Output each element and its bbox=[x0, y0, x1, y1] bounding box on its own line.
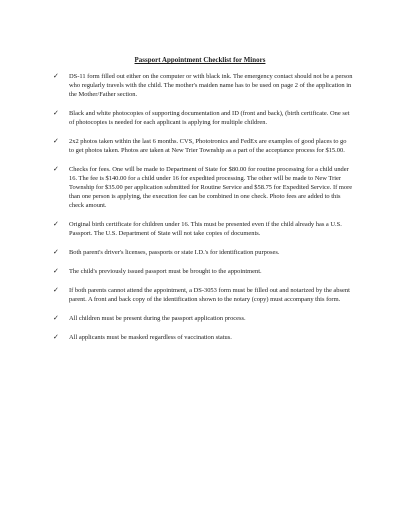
checklist-item-children-present bbox=[53, 314, 353, 323]
checkmark-icon: ✓ bbox=[53, 333, 59, 341]
checklist-item-birth-certificate bbox=[53, 220, 353, 238]
checkmark-icon: ✓ bbox=[53, 220, 59, 228]
checklist-item-text: All applicants must be masked regardless of vaccination status. bbox=[69, 334, 232, 341]
checklist-item-masks bbox=[53, 333, 353, 342]
checklist-item-ds11-form bbox=[53, 72, 353, 99]
checklist bbox=[53, 72, 353, 352]
checklist-item-photocopies bbox=[53, 109, 353, 127]
checklist-item-text: Checks for fees. One will be made to Department of State for $80.00 for routine processing for a child under 16. The fee is $140.00 for a child under 16 for expedited processing. The other will be made to New Trier Township for $35.00 per application submitted for Routine Service and $58.75 for Expedited Service. If more than one person is applying, the execution fee can be combined in one check. Photo fees are added to this check amount. bbox=[69, 166, 353, 209]
checklist-item-ds3053-form bbox=[53, 286, 353, 304]
checklist-item-fees bbox=[53, 165, 353, 210]
checkmark-icon: ✓ bbox=[53, 286, 59, 294]
checklist-item-text: The child's previously issued passport must be brought to the appointment. bbox=[69, 268, 262, 275]
checkmark-icon: ✓ bbox=[53, 109, 59, 117]
checklist-item-text: DS-11 form filled out either on the computer or with black ink. The emergency contact should not be a person who regularly travels with the child. The mother's maiden name has to be used on page 2 of the application in the Mother/Father section. bbox=[69, 73, 353, 98]
checklist-item-text: 2x2 photos taken within the last 6 months. CVS, Phototronics and FedEx are examples of good places to go to get photos taken. Photos are taken at New Trier Township as a part of the acceptance process for $15.00. bbox=[69, 138, 347, 154]
checklist-item-parent-ids bbox=[53, 248, 353, 257]
checkmark-icon: ✓ bbox=[53, 267, 59, 275]
checklist-item-previous-passport bbox=[53, 267, 353, 276]
checkmark-icon: ✓ bbox=[53, 314, 59, 322]
page-title: Passport Appointment Checklist for Minors bbox=[134, 57, 266, 64]
checklist-item-text: All children must be present during the passport application process. bbox=[69, 315, 246, 322]
checkmark-icon: ✓ bbox=[53, 248, 59, 256]
checklist-item-text: If both parents cannot attend the appointment, a DS-3053 form must be filled out and notarized by the absent parent. A front and back copy of the identification shown to the notary (copy) must accompany this form. bbox=[69, 287, 350, 303]
checklist-item-photos bbox=[53, 137, 353, 155]
checklist-item-text: Original birth certificate for children under 16. This must be presented even if the child already has a U.S. Passport. The U.S. Department of State will not take copies of documents. bbox=[69, 221, 342, 237]
checklist-item-text: Both parent's driver's licenses, passports or state I.D.'s for identification purposes. bbox=[69, 249, 280, 256]
checklist-item-text: Black and white photocopies of supporting documentation and ID (front and back), (birth certificate. One set of photocopies is needed for each applicant is applying for multiple children. bbox=[69, 110, 350, 126]
checkmark-icon: ✓ bbox=[53, 165, 59, 173]
checkmark-icon: ✓ bbox=[53, 72, 59, 80]
checkmark-icon: ✓ bbox=[53, 137, 59, 145]
